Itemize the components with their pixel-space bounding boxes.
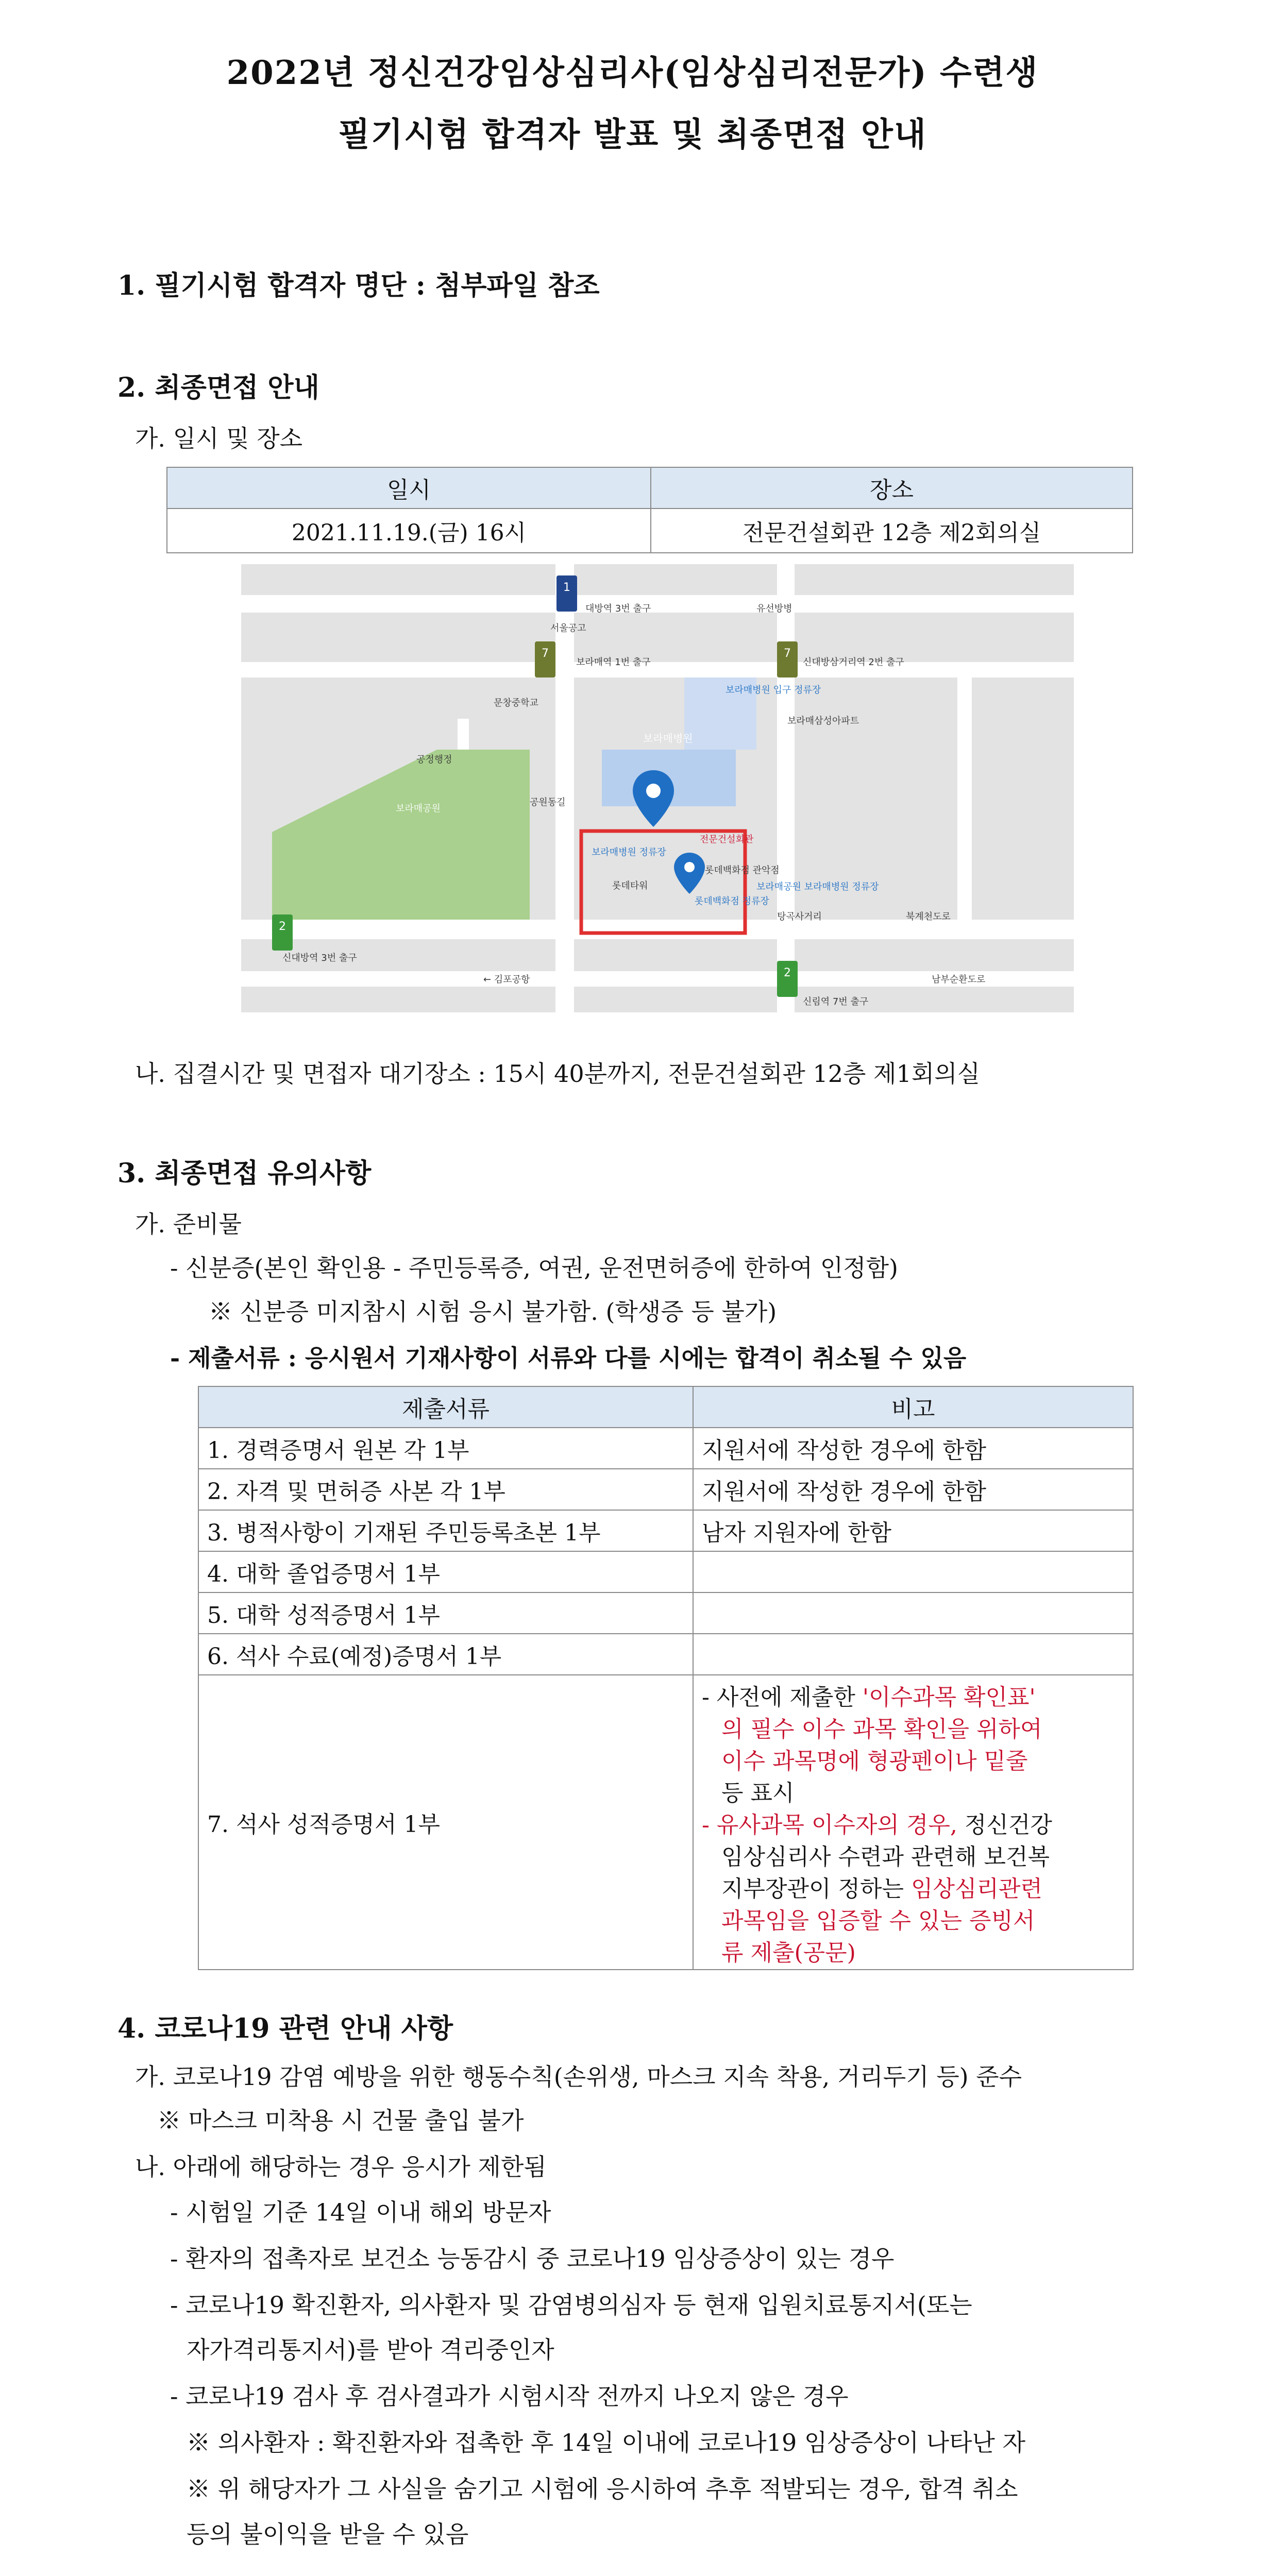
map-label-seoulgogo: 서울공고 — [550, 623, 586, 634]
subway-exit-marker-icon — [777, 641, 798, 677]
subway-exit-marker-icon — [272, 914, 293, 951]
note-text: 정신건강 — [957, 1812, 1052, 1838]
map-label-gongjeong: 공정행정 — [416, 754, 452, 765]
section4-item: - 코로나19 확진환자, 의사환자 및 감염병의심자 등 현재 입원치료통지서(또는 — [170, 2291, 972, 2319]
note-text: 이수 과목명에 형광펜이나 밑줄 — [721, 1748, 1028, 1774]
location-map — [241, 564, 1074, 1012]
schedule-header-place: 장소 — [651, 467, 1133, 509]
map-label-bus2: 롯데백화점 관악점 — [705, 865, 780, 876]
note-highlight: '이수과목 확인표' — [862, 1684, 1036, 1710]
svg-text:1: 1 — [563, 581, 570, 594]
table-row — [198, 1592, 1133, 1634]
schedule-date: 2021.11.19.(금) 16시 — [167, 509, 651, 553]
section4-item-cont: 자가격리통지서)를 받아 격리중인자 — [187, 2336, 554, 2364]
note-text: 임상심리사 수련과 관련해 보건복 — [721, 1844, 1050, 1870]
map-label-exit7: 신림역 7번 출구 — [803, 996, 869, 1007]
section4-item: - 시험일 기준 14일 이내 해외 방문자 — [170, 2198, 551, 2226]
section3-item1: - 신분증(본인 확인용 - 주민등록증, 여권, 운전면허증에 한하여 인정함) — [170, 1254, 898, 1282]
note-text: - 사전에 제출한 — [702, 1684, 863, 1710]
doc-cell: 1. 경력증명서 원본 각 1부 — [198, 1428, 693, 1469]
subway-exit-marker-icon — [556, 575, 577, 612]
map-label-nambu: 남부순환도로 — [932, 974, 986, 985]
note-cell — [693, 1634, 1133, 1675]
section3-heading: 3. 최종면접 유의사항 — [117, 1158, 372, 1189]
note-cell: 지원서에 작성한 경우에 한함 — [693, 1469, 1133, 1510]
doc-title-line2: 필기시험 합격자 발표 및 최종면접 안내 — [338, 115, 927, 154]
note-text: 지부장관이 정하는 — [721, 1876, 912, 1902]
note-text: 과목임을 입증할 수 있는 증빙서 — [721, 1908, 1035, 1934]
doc-cell: 3. 병적사항이 기재된 주민등록초본 1부 — [198, 1510, 693, 1551]
svg-text:7: 7 — [542, 647, 549, 660]
table-row — [198, 1428, 1133, 1469]
doc-cell: 4. 대학 졸업증명서 1부 — [198, 1551, 693, 1592]
map-label-kca: 전문건설회관 — [700, 834, 754, 845]
section3-item2: - 제출서류 : 응시원서 기재사항이 서류와 다를 시에는 합격이 취소될 수 있음 — [170, 1344, 967, 1372]
map-label-park: 보라매공원 — [396, 803, 441, 814]
svg-text:2: 2 — [279, 920, 286, 933]
section4-heading: 4. 코로나19 관련 안내 사항 — [117, 2013, 453, 2044]
doc-cell: 6. 석사 수료(예정)증명서 1부 — [198, 1634, 693, 1675]
table-row — [198, 1551, 1133, 1592]
doc-cell: 7. 석사 성적증명서 1부 — [198, 1675, 693, 1970]
map-label-hospital: 보라매병원 — [643, 732, 693, 744]
section3-item1-note: ※ 신분증 미지참시 시험 응시 불가함. (학생증 등 불가) — [209, 1298, 777, 1326]
section4-note: ※ 의사환자 : 확진환자와 접촉한 후 14일 이내에 코로나19 임상증상이 나타난 자 — [187, 2429, 1026, 2456]
map-label-tang: 탕곡사거리 — [777, 911, 822, 922]
doc-cell: 2. 자격 및 면허증 사본 각 1부 — [198, 1469, 693, 1510]
map-label-bus3: 보라매공원 보라매병원 정류장 — [756, 882, 879, 892]
map-label-exit3: 대방역 3번 출구 — [585, 603, 651, 614]
svg-text:7: 7 — [784, 647, 791, 660]
schedule-header-date: 일시 — [167, 467, 651, 509]
docs-header-note: 비고 — [693, 1386, 1133, 1428]
section3-ga: 가. 준비물 — [135, 1210, 242, 1238]
map-label-yuseon: 유선방병 — [756, 603, 792, 614]
section4-item: - 환자의 접촉자로 보건소 능동감시 중 코로나19 임상증상이 있는 경우 — [170, 2245, 895, 2273]
note-text: 등 표시 — [721, 1780, 795, 1806]
svg-text:2: 2 — [784, 967, 791, 979]
section4-ga: 가. 코로나19 감염 예방을 위한 행동수칙(손위생, 마스크 지속 착용, 거리두기 등) 준수 — [135, 2063, 1022, 2091]
section2-heading: 2. 최종면접 안내 — [117, 372, 319, 403]
map-label-hospital-gate: 보라매병원 입구 정류장 — [726, 685, 821, 696]
map-label-munchang: 문창중학교 — [494, 698, 538, 708]
table-row — [198, 1469, 1133, 1510]
section4-ga-note: ※ 마스크 미착용 시 건물 출입 불가 — [157, 2107, 524, 2134]
map-label-gongwon: 공원동길 — [530, 797, 566, 808]
note-cell: 지원서에 작성한 경우에 한함 — [693, 1428, 1133, 1469]
note-cell: 남자 지원자에 한함 — [693, 1510, 1133, 1551]
section2-ga: 가. 일시 및 장소 — [135, 425, 303, 452]
section4-item: - 코로나19 검사 후 검사결과가 시험시작 전까지 나오지 않은 경우 — [170, 2382, 849, 2410]
table-row — [198, 1675, 1133, 1970]
docs-header-doc: 제출서류 — [198, 1386, 693, 1428]
map-label-lotte-tower: 롯데타워 — [612, 880, 648, 891]
schedule-table — [166, 467, 1133, 553]
map-label-bugye: 북계천도로 — [906, 911, 951, 922]
section2-na: 나. 집결시간 및 면접자 대기장소 : 15시 40분까지, 전문건설회관 12층 제1회의실 — [135, 1060, 981, 1088]
note-cell — [693, 1551, 1133, 1592]
map-label-exit2: 신대방삼거리역 2번 출구 — [803, 657, 904, 668]
section4-note-cont: 등의 불이익을 받을 수 있음 — [187, 2520, 469, 2548]
map-label-gimpo: ← 김포공항 — [483, 974, 530, 985]
doc-cell: 5. 대학 성적증명서 1부 — [198, 1592, 693, 1634]
map-label-bora-apt: 보라매삼성아파트 — [787, 716, 859, 726]
note-highlight: - 유사과목 이수자의 경우, — [702, 1812, 957, 1838]
section4-na: 나. 아래에 해당하는 경우 응시가 제한됨 — [135, 2153, 547, 2181]
table-row — [198, 1634, 1133, 1675]
note-cell — [693, 1592, 1133, 1634]
map-label-bus4: 롯데백화점 정류장 — [695, 896, 769, 907]
map-label-bus1: 보라매병원 정류장 — [592, 847, 666, 858]
section1-heading: 1. 필기시험 합격자 명단 : 첨부파일 참조 — [117, 270, 600, 301]
section4-note: ※ 위 해당자가 그 사실을 숨기고 시험에 응시하여 추후 적발되는 경우, 합격 취소 — [187, 2475, 1018, 2503]
subway-exit-marker-icon — [535, 641, 555, 677]
note-cell-thesis — [693, 1675, 1133, 1970]
schedule-place: 전문건설회관 12층 제2회의실 — [651, 509, 1133, 553]
subway-exit-marker-icon — [777, 961, 798, 997]
doc-title-line1: 2022년 정신건강임상심리사(임상심리전문가) 수련생 — [226, 54, 1039, 92]
note-text: 의 필수 이수 과목 확인을 위하여 — [721, 1716, 1042, 1742]
note-text: 류 제출(공문) — [721, 1940, 856, 1966]
documents-table — [198, 1386, 1134, 1970]
map-label-exit-sd3: 신대방역 3번 출구 — [282, 953, 357, 963]
table-row — [198, 1510, 1133, 1551]
map-label-exit1: 보라매역 1번 출구 — [576, 657, 651, 668]
note-highlight: 임상심리관련 — [911, 1876, 1043, 1902]
